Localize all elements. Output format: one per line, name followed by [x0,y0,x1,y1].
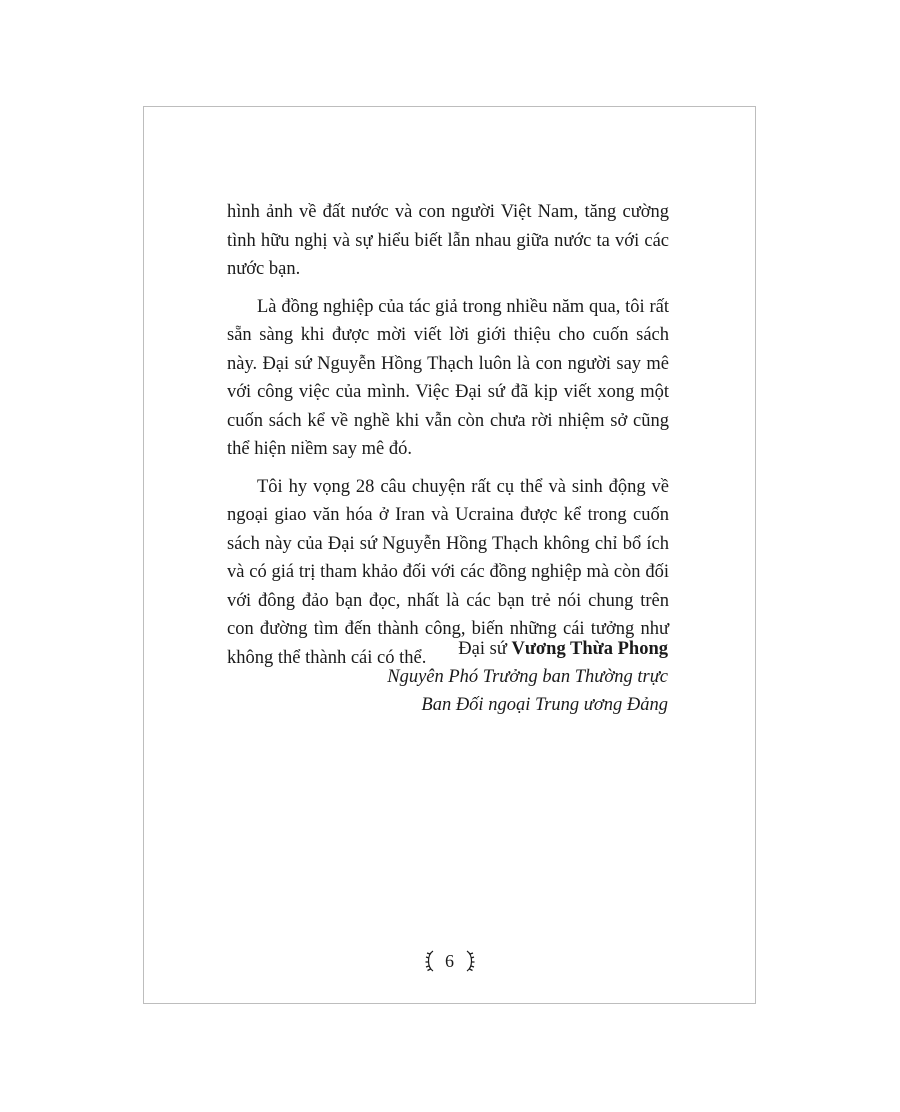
signature-role-2: Ban Đối ngoại Trung ương Đảng [421,695,668,715]
page-number: 6 [445,950,454,971]
signature-name-line [387,635,668,663]
paragraph-continued: hình ảnh về đất nước và con người Việt Nam, tăng cường tình hữu nghị và sự hiểu biết lẫn nhau giữa nước ta với các nước bạn. [227,202,669,279]
signature-name: Vương Thừa Phong [511,639,668,659]
page-number-footer [144,947,755,973]
book-page [143,106,756,1004]
signature-block [387,635,668,719]
signature-role-1: Nguyên Phó Trưởng ban Thường trực [387,667,668,687]
signature-prefix: Đại sứ [458,639,512,659]
right-laurel-icon [464,950,476,972]
left-laurel-icon [424,950,436,972]
paragraph-hope: Tôi hy vọng 28 câu chuyện rất cụ thể và sinh động về ngoại giao văn hóa ở Iran và Ucraina được kể trong cuốn sách này của Đại sứ Nguyễn Hồng Thạch không chỉ bổ ích và có giá trị tham khảo đối với các đồng nghiệp mà còn đối với đông đảo bạn đọc, nhất là các bạn trẻ nói chung trên con đường tìm đến thành công, biến những cái tưởng như không thể thành cái có thể. [227,476,669,668]
body-text [227,198,669,681]
paragraph-colleague: Là đồng nghiệp của tác giả trong nhiều năm qua, tôi rất sẵn sàng khi được mời viết lời giới thiệu cho cuốn sách này. Đại sứ Nguyễn Hồng Thạch luôn là con người say mê với công việc của mình. Việc Đại sứ đã kịp viết xong một cuốn sách kể về nghề khi vẫn còn chưa rời nhiệm sở cũng thể hiện niềm say mê đó. [227,296,669,459]
